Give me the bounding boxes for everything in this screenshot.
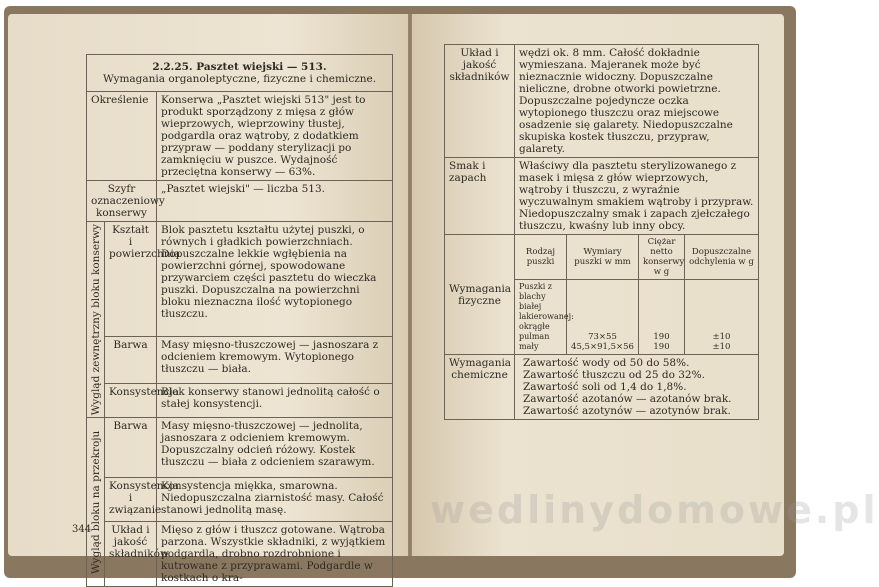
table-row [87,418,393,478]
section-subheading: Wymagania organoleptyczne, fizyczne i chemiczne. [102,73,377,85]
chemical-line: Zawartość soli od 1,4 do 1,8%. [523,381,687,393]
row-text: Masy mięsno-tłuszczowej — jasnoszara z odcieniem kremowym. Wytopionego tłuszczu — biała. [157,337,393,384]
column-header: Wymiary puszki w mm [567,235,639,280]
right-requirements-table [444,44,759,420]
column-header: Ciężar netto konserwy w g [639,235,685,280]
group-label: Wygląd bloku na przekroju [87,418,105,587]
row-text: „Pasztet wiejski" — liczba 513. [157,181,393,222]
watermark: wedlinydomowe.pl [430,488,879,532]
group-label: Wygląd zewnętrzny bloku konserwy [87,222,105,418]
row-label: Określenie [87,92,157,181]
row-label: Kształt i powierzchnia [105,222,157,337]
row-label: Szyfr oznaczeniowy konserwy [87,181,157,222]
can-type: Puszki z blachy białej lakierowanej: okrągłe pulman mały [515,280,567,355]
row-label: Konsystencja [105,384,157,418]
chemical-line: Zawartość azotynów — azotynów brak. [523,405,731,417]
row-text: wędzi ok. 8 mm. Całość dokładnie wymieszana. Majeranek może być nieznacznie widoczny. Dopuszczalne nieliczne, drobne otworki powietrzne. Dopuszczalne pojedyncze oczka wytopionego tłuszczu oraz miejscowe osadzenie się galarety. Niedopuszczalne skupiska kostek tłuszczu, przypraw, galarety. [515,45,759,158]
chemical-line: Zawartość wody od 50 do 58%. [523,357,690,369]
row-text: Konsystencja miękka, smarowna. Niedopuszczalna ziarnistość masy. Całość stanowi jednolitą masę. [157,478,393,522]
weight-value: 190 [653,342,670,352]
row-text: Blok pasztetu kształtu użytej puszki, o równych i gładkich powierzchniach. Dopuszczalne lekkie wgłębienia na powierzchni górnej, spowodowane przywarciem części pasztetu do wieczka puszki. Dopuszczalna na powierzchni bloku nieznaczna ilość wytopionego tłuszczu. [157,222,393,337]
row-label: Wymagania chemiczne [445,355,515,420]
left-requirements-table [86,54,393,587]
row-text: Masy mięsno-tłuszczowej — jednolita, jasnoszara z odcieniem kremowym. Dopuszczalny odcień różowy. Kostek tłuszczu — biała z odcieniem szarawym. [157,418,393,478]
row-label: Barwa [105,418,157,478]
tolerance-value: ±10 [712,342,731,352]
physical-header-row [445,235,759,280]
table-row [445,355,759,420]
table-row [445,45,759,158]
row-label: Układ i jakość składników [445,45,515,158]
row-label: Wymagania fizyczne [445,235,515,355]
row-text: Blok konserwy stanowi jednolitą całość o stałej konsystencji. [157,384,393,418]
row-text: Mięso z głów i tłuszcz gotowane. Wątroba parzona. Wszystkie składniki, z wyjątkiem podgardla, drobno rozdrobnione i kutrowane z przyprawami. Podgardle w kostkach o kra- [157,522,393,587]
chemical-list [515,355,759,420]
page-number: 344 [72,524,92,535]
net-weight [639,280,685,355]
row-label: Układ i jakość składników [105,522,157,587]
table-row [87,92,393,181]
dimension-value: 73×55 [588,332,617,342]
column-header: Rodzaj puszki [515,235,567,280]
section-heading: 2.2.25. Pasztet wiejski — 513. [152,61,327,73]
row-label: Smak i zapach [445,158,515,235]
row-label: Konsystencja i związanie [105,478,157,522]
row-text: Konserwa „Pasztet wiejski 513" jest to produkt sporządzony z mięsa z głów wieprzowych, wieprzowiny tłustej, podgardla oraz wątroby, z dodatkiem przypraw — poddany sterylizacji po zamknięciu w puszce. Wydajność przeciętna konserwy — 63%. [157,92,393,181]
tolerance-value: ±10 [712,332,731,342]
dimension-value: 45,5×91,5×56 [571,342,634,352]
table-header-row [87,55,393,92]
row-text: Właściwy dla pasztetu sterylizowanego z masek i mięsa z głów wieprzowych, wątroby i tłuszczu, z wyraźnie wyczuwalnym smakiem wątroby i przypraw. Niedopuszczalny smak i zapach zjełczałego tłuszczu, kwaśny lub inny obcy. [515,158,759,235]
table-row [445,158,759,235]
table-row [87,337,393,384]
table-row [87,478,393,522]
column-header: Dopuszczalne odchylenia w g [685,235,759,280]
table-row [87,222,393,337]
tolerance [685,280,759,355]
row-label: Barwa [105,337,157,384]
chemical-line: Zawartość tłuszczu od 25 do 32%. [523,369,705,381]
right-page [412,14,784,556]
table-title [87,55,393,92]
table-row [87,384,393,418]
table-row [87,522,393,587]
chemical-line: Zawartość azotanów — azotanów brak. [523,393,732,405]
weight-value: 190 [653,332,670,342]
can-dimensions [567,280,639,355]
left-page [8,14,408,585]
table-row [87,181,393,222]
